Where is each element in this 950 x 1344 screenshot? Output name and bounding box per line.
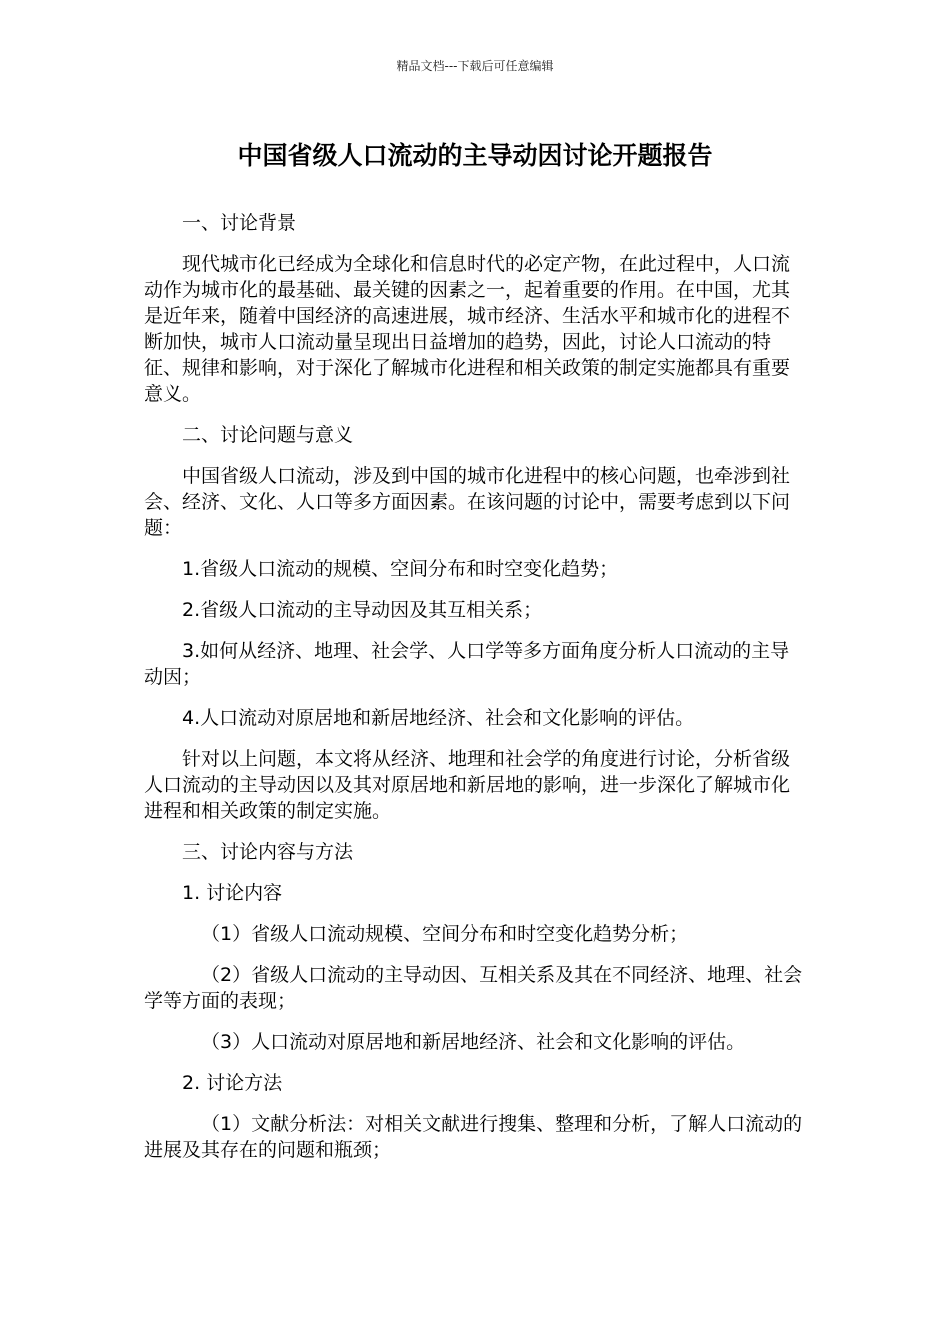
paragraph-background: 现代城市化已经成为全球化和信息时代的必定产物，在此过程中，人口流动作为城市化的最基础、最关键的因素之一，起着重要的作用。在中国，尤其是近年来，随着中国经济的高速进展，城市经济、生活水平和城市化的进程不断加快，城市人口流动量呈现出日益增加的趋势，因此，讨论人口流动的特征、规律和影响，对于深化了解城市化进程和相关政策的制定实施都具有重要意义。 xyxy=(144,253,791,405)
subsection-heading-method: 2. 讨论方法 xyxy=(182,1072,283,1094)
list-item: 4.人口流动对原居地和新居地经济、社会和文化影响的评估。 xyxy=(182,707,695,729)
content-item: （2）省级人口流动的主导动因、互相关系及其在不同经济、地理、社会学等方面的表现； xyxy=(144,964,803,1012)
content-item: （1）省级人口流动规模、空间分布和时空变化趋势分析； xyxy=(201,923,689,945)
section-heading-background: 一、讨论背景 xyxy=(182,212,297,234)
list-item: 1.省级人口流动的规模、空间分布和时空变化趋势； xyxy=(182,558,619,580)
section-heading-questions: 二、讨论问题与意义 xyxy=(182,424,354,446)
list-item: 3.如何从经济、地理、社会学、人口学等多方面角度分析人口流动的主导动因； xyxy=(144,640,790,688)
paragraph-questions-summary: 针对以上问题，本文将从经济、地理和社会学的角度进行讨论，分析省级人口流动的主导动因以及其对原居地和新居地的影响，进一步深化了解城市化进程和相关政策的制定实施。 xyxy=(144,748,791,822)
page-header: 精品文档---下载后可任意编辑 xyxy=(396,59,554,73)
list-item: 2.省级人口流动的主导动因及其互相关系； xyxy=(182,599,543,621)
method-item: （1）文献分析法：对相关文献进行搜集、整理和分析，了解人口流动的进展及其存在的问题和瓶颈； xyxy=(144,1113,803,1161)
content-item: （3）人口流动对原居地和新居地经济、社会和文化影响的评估。 xyxy=(201,1031,746,1053)
paragraph-questions-intro: 中国省级人口流动，涉及到中国的城市化进程中的核心问题，也牵涉到社会、经济、文化、人口等多方面因素。在该问题的讨论中，需要考虑到以下问题： xyxy=(144,465,791,539)
subsection-heading-content: 1. 讨论内容 xyxy=(182,882,283,904)
section-heading-content-method: 三、讨论内容与方法 xyxy=(182,841,354,863)
document-body xyxy=(144,210,806,1178)
document-title: 中国省级人口流动的主导动因讨论开题报告 xyxy=(237,141,713,170)
